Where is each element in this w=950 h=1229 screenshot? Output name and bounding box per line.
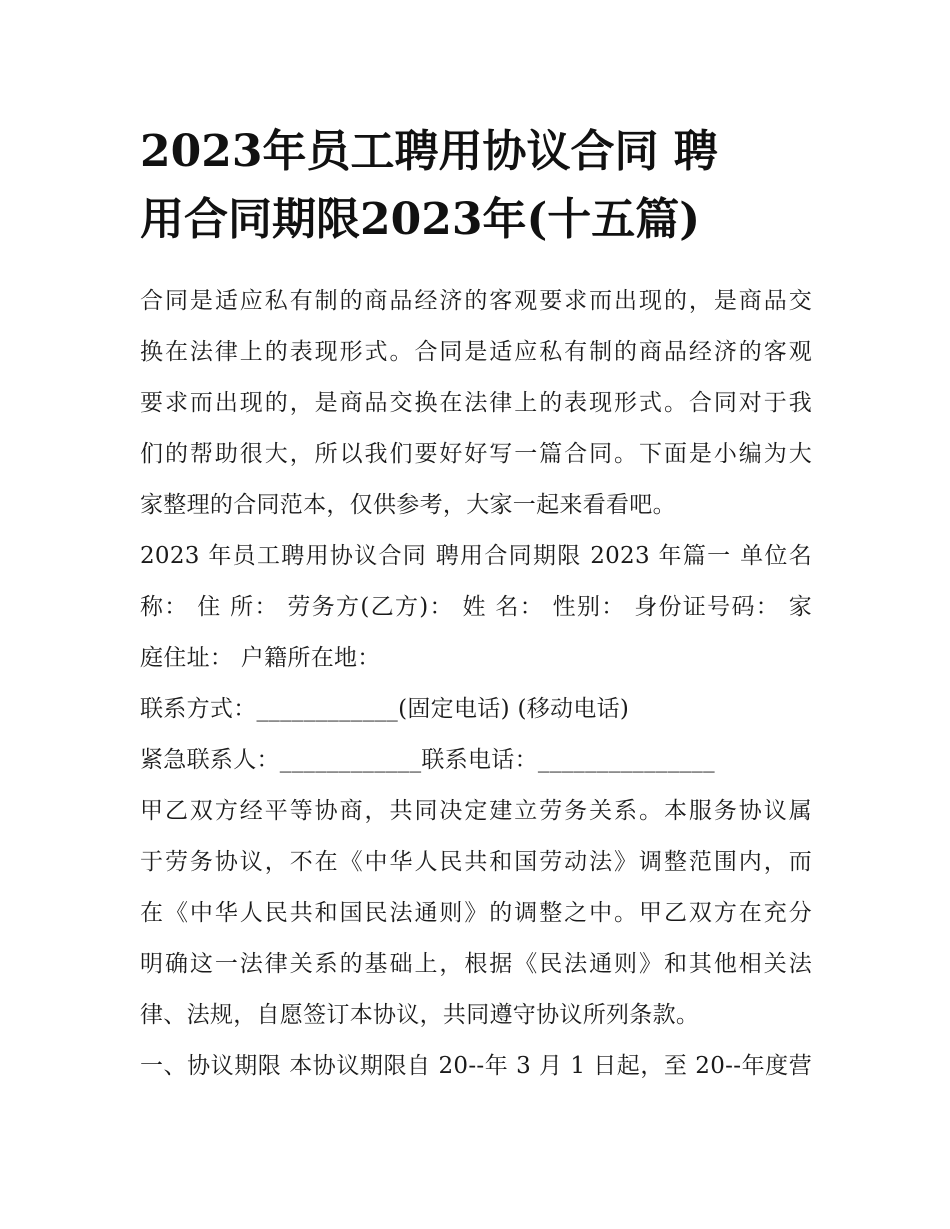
text-line: 紧急联系人：____________联系电话：_______________ bbox=[140, 747, 715, 773]
emergency-contact-line bbox=[140, 735, 812, 786]
text-line: 们的帮助很大，所以我们要好好写一篇合同。下面是小编为大 bbox=[140, 441, 812, 467]
document-content bbox=[140, 118, 812, 1092]
party-info-paragraph bbox=[140, 531, 812, 684]
text-line: 家整理的合同范本，仅供参考，大家一起来看看吧。 bbox=[140, 492, 676, 518]
text-line: 换在法律上的表现形式。合同是适应私有制的商品经济的客观 bbox=[140, 339, 812, 365]
term-clause-paragraph bbox=[140, 1041, 812, 1092]
text-line: 要求而出现的，是商品交换在法律上的表现形式。合同对于我 bbox=[140, 390, 812, 416]
text-line: 律、法规，自愿签订本协议，共同遵守协议所列条款。 bbox=[140, 1002, 700, 1028]
text-line: 2023 年员工聘用协议合同 聘用合同期限 2023 年篇一 单位名 bbox=[140, 543, 812, 569]
text-line: 于劳务协议，不在《中华人民共和国劳动法》调整范围内，而 bbox=[140, 849, 812, 875]
contact-method-line bbox=[140, 684, 812, 735]
text-line: 在《中华人民共和国民法通则》的调整之中。甲乙双方在充分 bbox=[140, 900, 812, 926]
text-line: 庭住址： 户籍所在地： bbox=[140, 645, 381, 671]
text-line: 甲乙双方经平等协商，共同决定建立劳务关系。本服务协议属 bbox=[140, 798, 812, 824]
text-line: 称： 住 所： 劳务方(乙方)： 姓 名： 性别： 身份证号码： 家 bbox=[140, 594, 812, 620]
text-line: 明确这一法律关系的基础上，根据《民法通则》和其他相关法 bbox=[140, 951, 812, 977]
agreement-paragraph bbox=[140, 786, 812, 1041]
text-line: 一、协议期限 本协议期限自 20--年 3 月 1 日起，至 20--年度营 bbox=[140, 1053, 812, 1079]
document-title bbox=[140, 118, 812, 254]
text-line: 联系方式：____________(固定电话) (移动电话) bbox=[140, 696, 630, 722]
text-line: 合同是适应私有制的商品经济的客观要求而出现的，是商品交 bbox=[140, 288, 812, 314]
title-line-1: 2023年员工聘用协议合同 聘 bbox=[140, 126, 718, 177]
intro-paragraph bbox=[140, 276, 812, 531]
title-line-2: 用合同期限2023年(十五篇) bbox=[140, 194, 701, 245]
